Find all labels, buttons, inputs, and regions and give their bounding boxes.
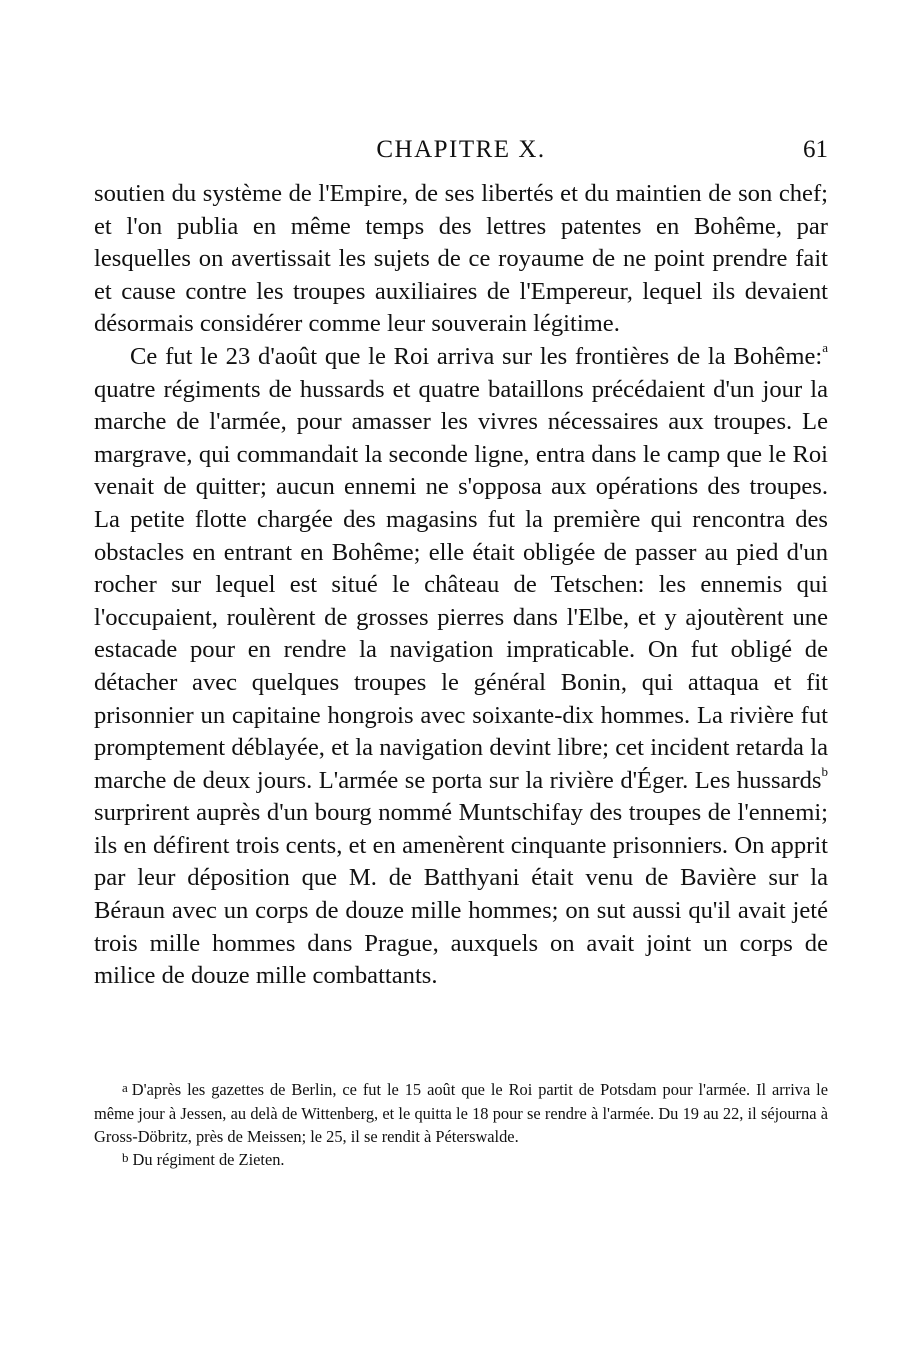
- paragraph-2-part-b: quatre régiments de hussards et quatre bataillons précédaient d'un jour la marche de l'armée, pour amasser les vivres nécessaires aux troupes. Le margrave, qui commandait la seconde ligne, entra dans le camp que le Roi venait de quitter; aucun ennemi ne s'opposa aux opérations des troupes. La petite flotte chargée des magasins fut la première qui rencontra des obstacles en entrant en Bohême; elle était obligée de passer au pied d'un rocher sur lequel est situé le château de Tetschen: les ennemis qui l'occupaient, roulèrent de grosses pierres dans l'Elbe, et y ajoutèrent une estacade pour en rendre la navigation impraticable. On fut obligé de détacher avec quelques troupes le général Bonin, qui attaqua et fit prisonnier un capitaine hongrois avec soixante-dix hommes. La rivière fut promptement déblayée, et la navigation devint libre; cet incident retarda la marche de deux jours. L'armée se porta sur la rivière d'Éger. Les hussards: [94, 375, 828, 794]
- paragraph-2-part-a: Ce fut le 23 d'août que le Roi arriva sur les frontières de la Bohême:: [130, 342, 823, 370]
- footnote-a-mark: a: [122, 1080, 128, 1095]
- paragraph-2: [94, 341, 828, 993]
- footnote-b-text: Du régiment de Zieten.: [132, 1150, 285, 1169]
- footnotes: [94, 1078, 828, 1172]
- footnote-a-text: D'après les gazettes de Berlin, ce fut le 15 août que le Roi partit de Potsdam pour l'armée. Il arriva le même jour à Jessen, au delà de Wittenberg, et le quitta le 18 pour se rendre à l'armée. Du 19 au 22, il séjourna à Gross-Döbritz, près de Meissen; le 25, il se rendit à Péterswalde.: [94, 1080, 828, 1146]
- footnote-ref-a: a: [822, 339, 828, 355]
- paragraph-1: soutien du système de l'Empire, de ses libertés et du maintien de son chef; et l'on publia en même temps des lettres patentes en Bohême, par lesquelles on avertissait les sujets de ce royaume de ne point prendre fait et cause contre les troupes auxiliaires de l'Empereur, lequel ils devaient désormais considérer comme leur souverain légitime.: [94, 180, 828, 338]
- chapter-title: CHAPITRE X.: [376, 136, 546, 163]
- footnote-b-mark: b: [122, 1150, 129, 1165]
- page-number: 61: [803, 136, 828, 163]
- body-text: [94, 178, 828, 993]
- paragraph-2-part-c: surprirent auprès d'un bourg nommé Muntschifay des troupes de l'ennemi; ils en défirent trois cents, et en amenèrent cinquante prisonniers. On apprit par leur déposition que M. de Batthyani était venu de Bavière sur la Béraun avec un corps de douze mille hommes; on sut aussi qu'il avait jeté trois mille hommes dans Prague, auxquels on avait joint un corps de milice de douze mille combattants.: [94, 799, 828, 990]
- footnote-b: [94, 1148, 828, 1172]
- footnote-a: [94, 1078, 828, 1148]
- footnote-ref-b: b: [821, 763, 828, 779]
- running-head: [94, 136, 828, 166]
